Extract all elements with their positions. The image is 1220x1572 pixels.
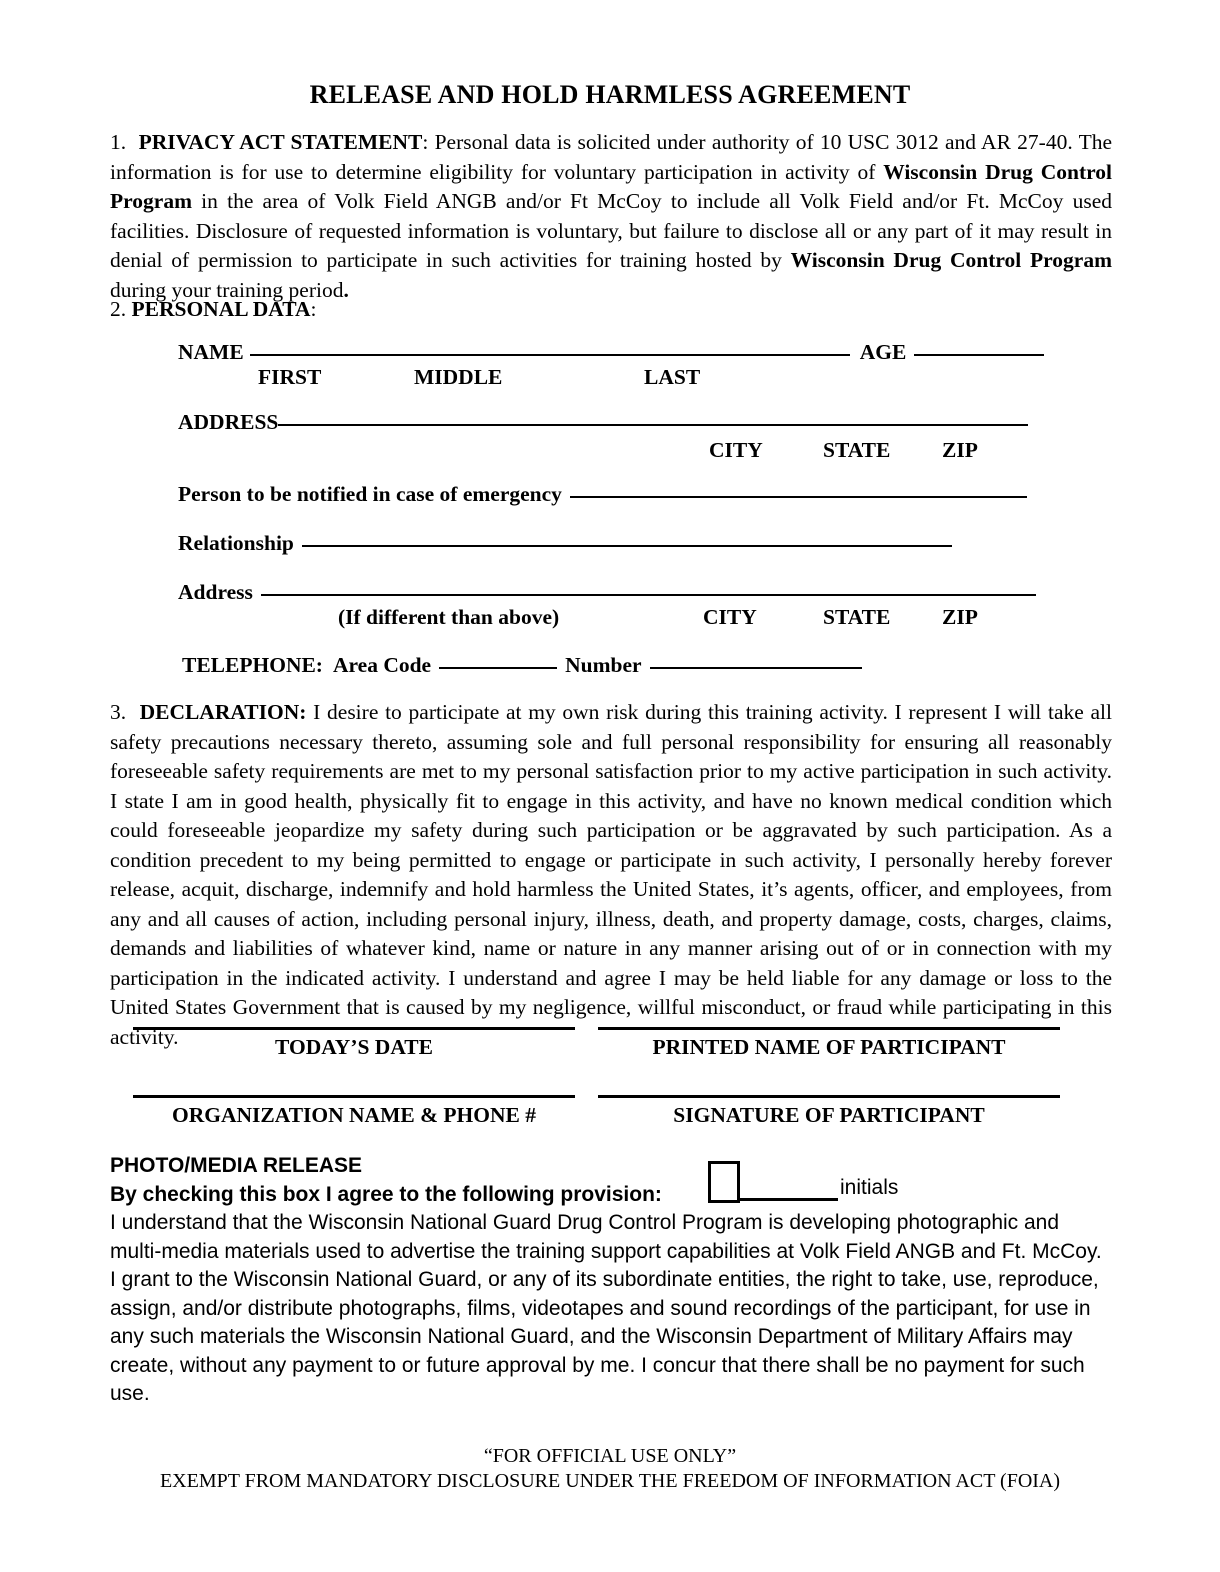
personal-data-label: PERSONAL DATA <box>131 297 311 321</box>
privacy-act-text-1: : Personal data is solicited under authority of 10 USC 3012 and AR 27-40. The information is for use to determine eligibility for voluntary participation in activity of <box>110 130 1112 184</box>
alternate-address-input-rule[interactable] <box>261 593 1036 596</box>
privacy-act-text-3: during your training period <box>110 277 344 302</box>
media-release-agree-line <box>110 1176 1112 1210</box>
personal-data-number: 2. <box>110 297 127 321</box>
caption-if-different: (If different than above) <box>338 605 560 629</box>
address-input-rule[interactable] <box>278 423 1028 426</box>
caption-middle: MIDDLE <box>414 365 503 389</box>
phone-number-input-rule[interactable] <box>650 666 862 669</box>
footer-foia-exemption: EXEMPT FROM MANDATORY DISCLOSURE UNDER THE FREEDOM OF INFORMATION ACT (FOIA) <box>159 1470 1061 1492</box>
privacy-act-heading: PRIVACY ACT STATEMENT <box>138 130 423 154</box>
name-input-rule[interactable] <box>250 353 850 356</box>
todays-date-label: TODAY’S DATE <box>275 1035 433 1059</box>
caption-state: STATE <box>823 438 891 462</box>
caption-city: CITY <box>709 438 763 462</box>
page-title: RELEASE AND HOLD HARMLESS AGREEMENT <box>309 80 911 109</box>
address-label: ADDRESS <box>178 410 279 434</box>
signature-line[interactable] <box>598 1095 1060 1098</box>
declaration-number: 3. <box>110 700 127 724</box>
alternate-address-row <box>178 580 1036 605</box>
relationship-label: Relationship <box>178 531 294 555</box>
privacy-act-text-2: in the area of Volk Field ANGB and/or Ft McCoy to include all Volk Field and/or Ft. McCoy used facilities. Disclosure of requested information is voluntary, but failure to disclose all or any part of it may result in denial of permission to participate in such activities for training hosted by <box>110 189 1112 272</box>
phone-number-label: Number <box>565 653 642 677</box>
media-release-body: I understand that the Wisconsin National Guard Drug Control Program is developing photographic and multi-media materials used to advertise the training support capabilities at Volk Field ANGB and Ft. McCoy. I grant to the Wisconsin National Guard, or any of its subordinate entities, the right to take, use, reproduce, assign, and/or distribute photographs, films, videotapes and sound recordings of the participant, for use in any such materials the Wisconsin National Guard, and the Wisconsin Department of Military Affairs may create, without any payment to or future approval by me. I concur that there shall be no payment for such use. <box>110 1211 1102 1405</box>
area-code-input-rule[interactable] <box>439 666 557 669</box>
emergency-contact-label: Person to be notified in case of emergency <box>178 482 562 506</box>
media-release-section <box>110 1152 1112 1409</box>
personal-data-heading <box>110 297 316 322</box>
signature-label: SIGNATURE OF PARTICIPANT <box>673 1103 985 1127</box>
emergency-contact-input-rule[interactable] <box>570 495 1027 498</box>
telephone-label: TELEPHONE: <box>182 653 323 677</box>
privacy-act-number: 1. <box>110 130 127 154</box>
printed-name-line[interactable] <box>598 1027 1060 1030</box>
caption-city-2: CITY <box>703 605 757 629</box>
telephone-row <box>182 653 862 678</box>
media-release-checkbox[interactable] <box>708 1161 740 1203</box>
declaration-heading: DECLARATION: <box>139 700 307 724</box>
area-code-label: Area Code <box>332 653 432 677</box>
caption-zip-2: ZIP <box>942 605 978 629</box>
name-label: NAME <box>178 340 244 364</box>
personal-data-colon: : <box>310 297 317 321</box>
caption-first: FIRST <box>258 365 322 389</box>
relationship-input-rule[interactable] <box>302 544 952 547</box>
privacy-act-paragraph <box>110 128 1112 305</box>
age-label: AGE <box>859 340 907 364</box>
todays-date-line[interactable] <box>133 1027 575 1030</box>
emergency-contact-row <box>178 482 1027 507</box>
printed-name-label: PRINTED NAME OF PARTICIPANT <box>652 1035 1006 1059</box>
footer-official-use: “FOR OFFICIAL USE ONLY” <box>483 1445 737 1467</box>
initials-label: initials <box>840 1176 899 1199</box>
media-release-heading: PHOTO/MEDIA RELEASE <box>110 1154 363 1177</box>
organization-label: ORGANIZATION NAME & PHONE # <box>172 1103 536 1127</box>
caption-state-2: STATE <box>823 605 891 629</box>
declaration-paragraph <box>110 698 1112 1052</box>
declaration-text: I desire to participate at my own risk during this training activity. I represent I will take all safety precautions necessary thereto, assuming sole and full personal responsibility for ensuring all reasonably foreseeable safety requirements are met to my personal satisfaction prior to my active participation in such activity. I state I am in good health, physically fit to engage in this activity, and have no known medical condition which could foreseeable jeopardize my safety during such participation or be aggravated by such participation. As a condition precedent to my being permitted to engage or participate in such activity, I personally hereby forever release, acquit, discharge, indemnify and hold harmless the United States, it’s agents, officer, and employees, from any and all causes of action, including personal injury, illness, death, and property damage, costs, charges, claims, demands and liabilities of whatever kind, name or nature in any manner arising out of or in connection with my participation in the indicated activity. I understand and agree I may be held liable for any damage or loss to the United States Government that is caused by my negligence, willful misconduct, or fraud while participating in this activity. <box>110 700 1113 1049</box>
media-release-agree-colon: : <box>654 1182 662 1206</box>
name-field-row <box>178 340 1044 365</box>
media-release-agree-label: By checking this box I agree to the following provision <box>110 1182 655 1206</box>
privacy-act-text-4: . <box>343 277 349 302</box>
privacy-act-org-1: Wisconsin Drug Control Program <box>110 159 1112 213</box>
initials-input-rule[interactable] <box>740 1197 838 1201</box>
caption-zip: ZIP <box>942 438 978 462</box>
relationship-row <box>178 531 952 556</box>
organization-line[interactable] <box>133 1095 575 1098</box>
media-release-checkbox-group <box>708 1161 898 1203</box>
privacy-act-org-2: Wisconsin Drug Control Program <box>790 248 1112 272</box>
alternate-address-label: Address <box>178 580 253 604</box>
caption-last: LAST <box>644 365 701 389</box>
age-input-rule[interactable] <box>914 353 1044 356</box>
address-field-row <box>178 410 1028 435</box>
